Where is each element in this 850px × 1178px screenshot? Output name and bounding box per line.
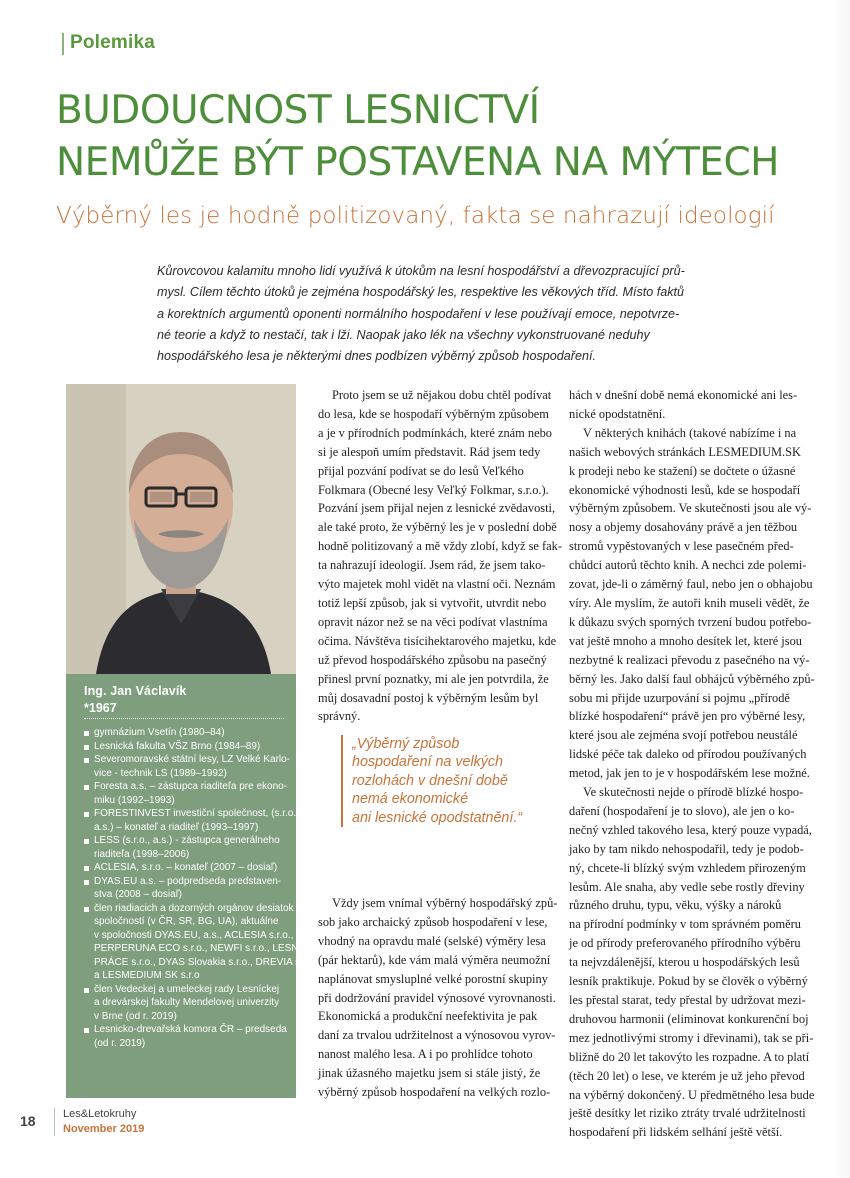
bio-item [84,1023,289,1050]
column-2-bottom [318,894,558,1102]
text-line: nanost malého lesa. A i po prohlídce tohoto [318,1047,533,1062]
text-line: daní za trvalou udržitelnost a výnosovou vyrov- [318,1028,556,1043]
text-line: bližně do 20 let takovýto les rozpadne. A to platí [569,1049,810,1064]
text-line: nezbytné k realizaci převodu z pasečného na vý- [569,652,810,667]
text-line: jinak úžasného majetku jsem si stále jistý, že [318,1066,541,1081]
text-line: si je alespoň umím představit. Rád jsem tedy [318,444,541,459]
text-line: chůdci autorů těchto knih. A nechci zde polemi- [569,558,807,573]
bio-item-line: vice - technik LS (1989–1992) [94,767,227,779]
bio-item-line: člen riadiacich a dozorných orgánov desiatok [94,902,294,914]
text-line: nické opodstatnění. [569,406,666,421]
bio-item-line: spoločností (v ČR, SR, BG, UA), aktuálne [94,916,279,927]
text-line: lidské péče tak daleko od přírodou používaných [569,747,807,762]
text-line: které jsou ale zejména svojí potřebou neustálé [569,728,798,743]
author-birth-year: *1967 [84,701,117,715]
text-line: sobu mi přijde uzurpování si pojmu „přírodě [569,690,790,705]
text-line: totiž lepší způsob, jak si vytvořit, utvrdit nebo [318,595,547,610]
text-line: nosy a objemy dosahovány právě a jen těžbou [569,520,798,535]
text-line: výběrný způsob hospodaření na velkých rozlo- [318,1085,551,1100]
text-line: hách v dnešní době nemá ekonomické ani les- [569,388,798,402]
footer-divider [54,1108,55,1136]
text-line: vat ještě mnoho a mnoho desítek let, které jsou [569,633,802,648]
section-marker [62,33,64,55]
text-line: Proto jsem se už nějakou dobu chtěl podívat [332,388,552,402]
bio-item-line: a.s.) – konateľ a riaditeľ (1993–1997) [94,821,259,833]
text-line: vhodný na opravdu malé (selské) výměry lesa [318,933,546,948]
text-line: zovat, jde-li o záměrný faul, nebo jen o obhajobu [569,577,813,592]
text-line: „Výběrný způsob [352,736,460,752]
bio-item-line: a LESMEDIUM SK s.r.o [94,970,200,981]
author-name: Ing. Jan Václavík [84,684,187,698]
text-line: na přírodní podmínky v tom správném poměru [569,917,801,932]
bio-item-line: Lesnicko-drevařská komora ČR – predseda [94,1024,287,1035]
bio-item-line: miku (1992–1993) [94,794,175,806]
article-subtitle: Výběrný les je hodně politizovaný, fakta se nahrazují ideologií [56,203,775,229]
title-line-2: NEMŮŽE BÝT POSTAVENA NA MÝTECH [56,140,780,185]
bio-divider [84,718,284,719]
bio-item [84,834,289,861]
paragraph [318,386,562,726]
column-2-top [318,386,562,726]
text-line: lesník praktikuje. Pokud by se člověk o výběrný [569,974,808,989]
bio-item [84,807,299,834]
text-line: (pár hektarů), kde vám malá výměra neumožní [318,952,551,967]
text-line: na výběrný dokončený. U předmětného lesa bude [569,1087,815,1102]
text-line: daření (hospodaření je to slovo), ale jen o ko- [569,803,795,818]
text-line: nečný vzhled takového lesa, který pouze vypadá, [569,822,812,837]
page-edge-shadow [832,0,850,1178]
text-line: přinesl první poznatky, mi ale jen potvrdila, že [318,671,549,686]
text-line: ta nahrazují ideologií. Jsem rád, že jsem tako- [318,558,546,573]
text-line: hodně politizovaný a mě vždy zlobí, když se fak- [318,539,562,554]
paragraph [569,424,815,783]
bio-item-line: LESS (s.r.o., a.s.) - zástupca generálneho [94,835,280,846]
text-line: hospodaření na velkých [352,754,504,771]
bio-item-line: a drevárskej fakulty Mendelovej univerzity [94,997,280,1008]
text-line: běrný les. Jako další faul obhájců výběrného způ- [569,671,815,686]
article-title [56,85,826,189]
text-line: stromů vypěstovaných v lese pasečném před- [569,539,794,554]
text-line: Folkmara (Obecné lesy Veľký Folkmar, s.r.o.). [318,482,549,497]
article-lead [157,261,685,367]
bio-item [84,983,289,1024]
text-line: hospodaření při lidském selhání ještě větší. [569,1125,783,1140]
bio-item [84,726,289,740]
paragraph [318,894,558,1102]
author-portrait-illustration [66,384,296,674]
section-label: Polemika [70,32,156,53]
text-line: přijal pozvání podívat se do lesů Veľkého [318,463,524,478]
text-line: víry. Ale myslím, že autoři knih museli vědět, že [569,595,810,610]
text-line: k důkazu svých sporných tvrzení budou potřebo- [569,614,812,629]
page-number: 18 [20,1113,36,1129]
text-line: je od přírody preferovaného přírodního výběru [569,936,801,951]
bio-item-line: riaditeľa (1998–2006) [94,848,190,860]
bio-list [84,726,322,1050]
lead-line: Kůrovcovou kalamitu mnoho lidí využívá k útokům na lesní hospodářství a dřevozpracující prů- [157,264,685,278]
paragraph [569,386,807,424]
text-line: různého druhu, typu, věku, výšky a nároků [569,898,782,913]
text-line: mez jednotlivými stromy i dřevinami), tak se při- [569,1030,814,1045]
text-line: ta nejvzdálenější, kterou u hospodářských lesů [569,955,800,970]
publication-name: Les&Letokruhy [63,1108,137,1120]
bio-item [84,902,322,983]
lead-line: né teorie a když to nestačí, tak i lži. Naopak jako lék na všechny vykonstruované neduhy [157,327,650,342]
text-line: Pozvání jsem přijal nejen z lesnické zvědavosti, [318,501,556,516]
bio-item-line: stva (2008 – dosiaľ) [94,889,182,900]
text-line: V některých knihách (takové nabízíme i na [583,425,797,440]
text-line: druhovou harmonii (eliminovat konkurenční boj [569,1011,809,1026]
text-line: rozlohách v dnešní době [352,772,508,789]
text-line: už převod hospodářského způsobu na pasečný [318,652,547,667]
pull-quote [341,735,542,827]
bio-item-line: Foresta a.s. – zástupca riaditeľa pre ekono- [94,781,288,792]
bio-item [84,861,289,875]
lead-line: hospodářského lesa je některými dnes podbízen výběrný způsob hospodaření. [157,349,596,364]
text-line: Vždy jsem vnímal výběrný hospodářský způ- [332,896,558,910]
text-line: Ve skutečnosti nejde o přírodě blízké hospo- [583,785,804,800]
text-line: výběrným způsobem. Ve skutečnosti jsou ale vý- [569,501,812,516]
text-line: při dodržování pravidel výnosové vyrovnanosti. [318,990,556,1005]
bio-item-line: FORESTINVEST investiční společnost, (s.r.o., [94,808,299,819]
text-line: opravit názor než se na věci podívat vlastníma [318,614,548,629]
bio-item-line: Severomoravské státní lesy, LZ Velké Karlo- [94,754,291,765]
author-photo [66,384,296,674]
text-line: metod, jak jen to je v hospodářském lese možné. [569,766,810,781]
paragraph [569,783,815,1142]
bio-item-line: člen Vedeckej a umeleckej rady Lesníckej [94,983,280,995]
author-bio-box [66,674,322,1098]
bio-item-line: DYAS.EU a.s. – podpredseda predstaven- [94,875,282,887]
text-line: naplánovat smysluplné velké porostní skupiny [318,971,548,986]
column-3 [569,386,815,1142]
bio-item [84,740,289,754]
lead-line: mysl. Cílem těchto útoků je zejména hospodářský les, respektive les věkových tříd. Místo faktů [157,285,685,300]
text-line: do lesa, kde se hospodaří výběrným způsobem [318,406,549,421]
text-line: blízké hospodaření“ právě jen pro výběrné lesy, [569,709,806,724]
bio-item [84,753,289,780]
text-line: můj dosavadní postoj k výběrným lesům byl [318,690,539,705]
text-line: nemá ekonomické [352,791,469,808]
text-line: ale také proto, že výběrný les je v poslední době [318,520,557,535]
bio-item-line: gymnázium Vsetín (1980–84) [94,727,225,738]
bio-item-line: ACLESIA, s.r.o. – konateľ (2007 – dosiaľ) [94,862,278,873]
bio-item-line: (od r. 2019) [94,1037,146,1049]
title-line-1: BUDOUCNOST LESNICTVÍ [56,88,540,133]
text-line: očima. Návštěva tisícihektarového majetku, kde [318,633,557,648]
text-line: lesům. Ale snaha, aby vedle sebe rostly dřeviny [569,879,805,894]
text-line: (těch 20 let) o lese, ve kterém je už jeho převod [569,1068,805,1083]
text-line: ekonomické výhodnosti lesů, kde se hospodaří [569,482,801,497]
bio-item-line: PERPERUNA ECO s.r.o., NEWFI s.r.o., LESNICKÁ [94,943,322,954]
lead-line: a korektních argumentů oponenti normálního hospodaření v lese používají emoce, nepotvrze- [157,306,680,321]
bio-item [84,780,289,807]
bio-item [84,875,289,902]
text-line: ještě desítky let riziko ztráty trvalé udržitelnosti [569,1106,806,1121]
issue-date: November 2019 [63,1123,145,1135]
bio-item-line: v Brne (od r. 2019) [94,1010,177,1022]
text-line: Ekonomická a produkční neefektivita je pak [318,1009,538,1024]
bio-item-line: PRÁCE s.r.o., DYAS Slovakia s.r.o., DREVIA s.r.o. [94,956,317,968]
text-line: k prodeji nebo ke stažení) se dočtete o úžasné [569,463,796,478]
text-line: správný. [318,709,361,724]
text-line: našich webových stránkách LESMEDIUM.SK [569,444,801,459]
text-line: ani lesnické opodstatnění.“ [352,809,523,826]
text-line: ný, chcete-li blízký svým vzhledem přirozeným [569,860,806,875]
bio-item-line: v spoločnosti DYAS.EU, a.s., ACLESIA s.r.o., [94,929,294,941]
text-line: les přestal starat, tedy přestal by udržovat mezi- [569,993,806,1007]
text-line: a je v přírodních podmínkách, které znám nebo [318,425,552,440]
text-line: sob jako archaický způsob hospodaření v lese, [318,914,548,929]
bio-item-line: Lesnická fakulta VŠZ Brno (1984–89) [94,740,261,752]
text-line: jako by tam nikdo nehospodařil, tedy je podob- [569,841,804,856]
text-line: výto majetek mohl vidět na vlastní oči. Neznám [318,577,556,592]
